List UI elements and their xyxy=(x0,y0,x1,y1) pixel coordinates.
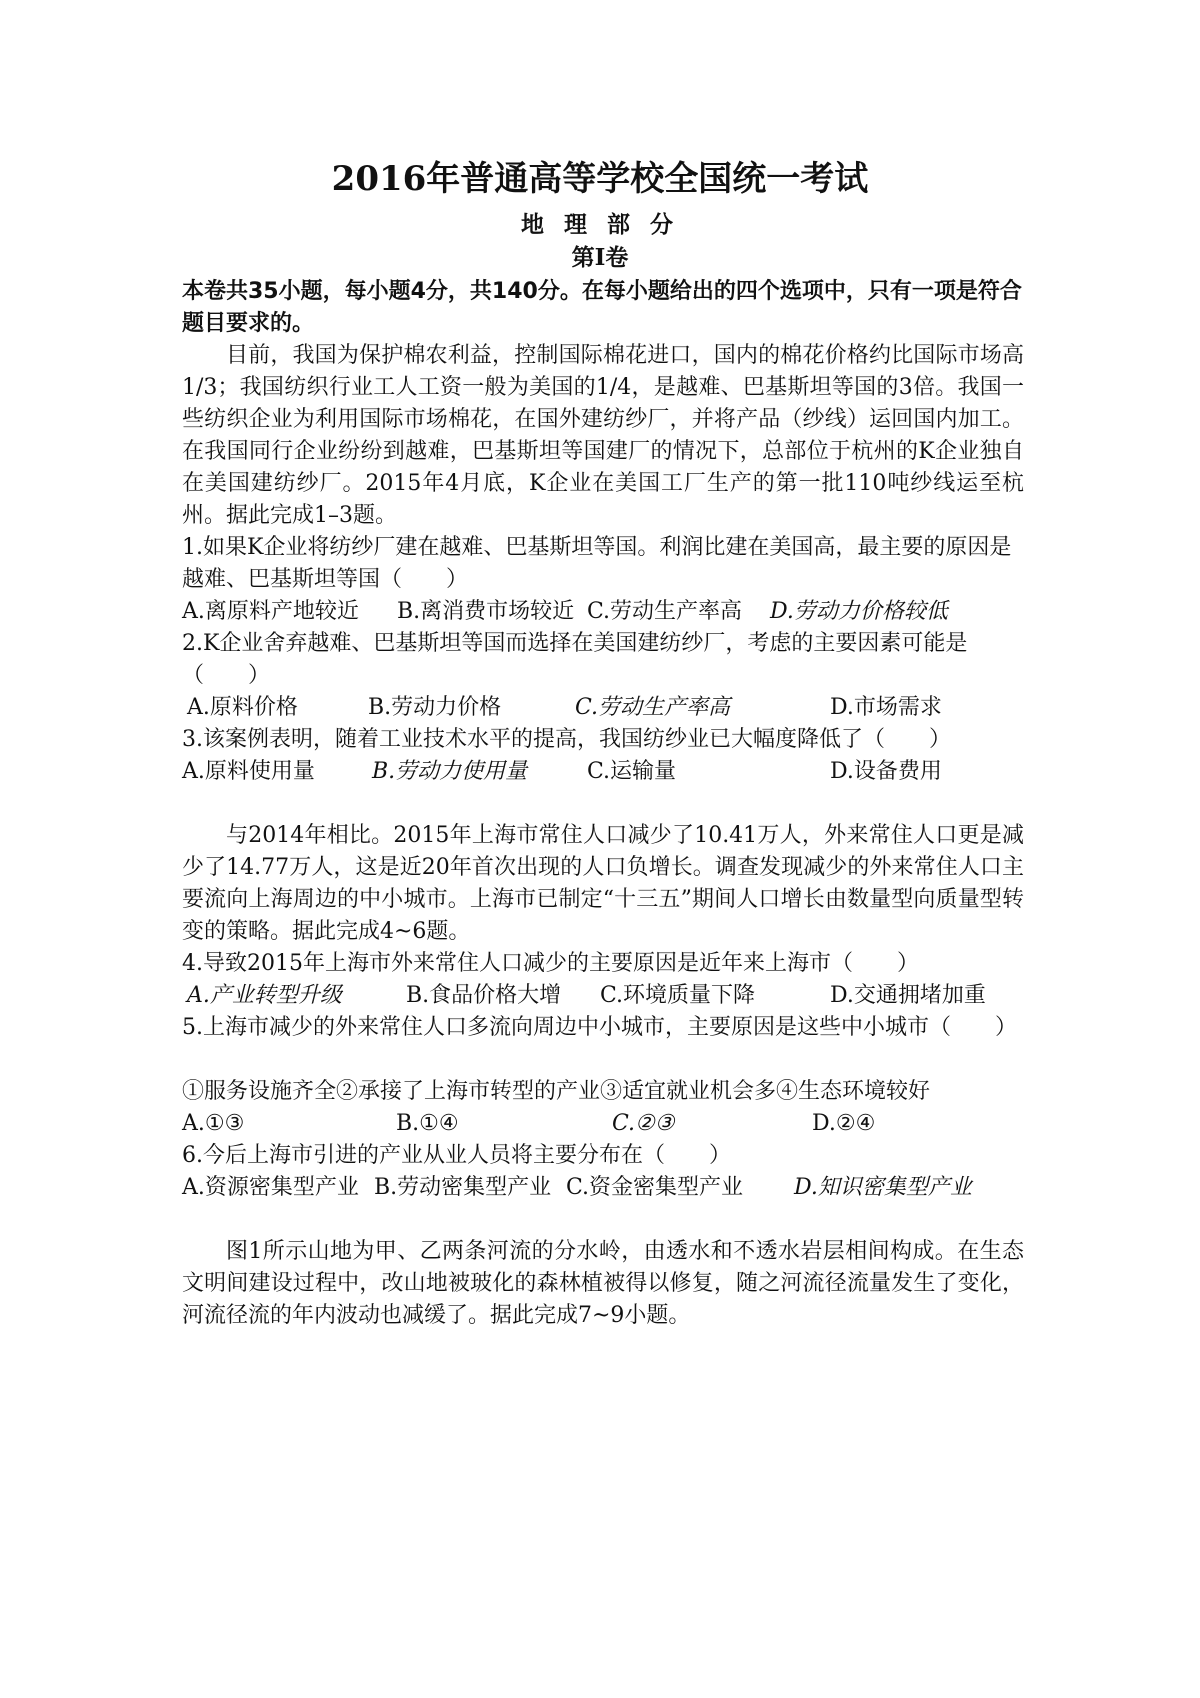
question-2-stem: 2.K企业舍弃越难、巴基斯坦等国而选择在美国建纺纱厂，考虑的主要因素可能是（ ） xyxy=(182,631,968,688)
q1-option-c: C.劳动生产率高 xyxy=(587,599,743,624)
q4-option-c: C.环境质量下降 xyxy=(600,983,756,1008)
q6-option-b: B.劳动密集型产业 xyxy=(374,1175,552,1200)
q6-option-d: D.知识密集型产业 xyxy=(794,1175,972,1200)
question-1-options xyxy=(182,596,1024,628)
exam-title: 2016年普通高等学校全国统一考试 xyxy=(331,159,869,199)
q2-option-a: A.原料价格 xyxy=(187,695,298,720)
passage-2: 与2014年相比。2015年上海市常住人口减少了10.41万人，外来常住人口更是减少了14.77万人，这是近20年首次出现的人口负增长。调查发现减少的外来常住人口主要流向上海周边的中小城市。上海市已制定“十三五”期间人口增长由数量型向质量型转变的策略。据此完成4~6题。 xyxy=(182,823,1024,944)
q2-option-d: D.市场需求 xyxy=(830,695,942,720)
volume-label: 第Ⅰ卷 xyxy=(571,244,629,271)
passage-1: 目前，我国为保护棉农利益，控制国际棉花进口，国内的棉花价格约比国际市场高1/3；我国纺织行业工人工资一般为美国的1/4，是越难、巴基斯坦等国的3倍。我国一些纺织企业为利用国际市场棉花，在国外建纺纱厂，并将产品（纱线）运回国内加工。在我国同行企业纷纷到越难，巴基斯坦等国建厂的情况下，总部位于杭州的K企业独自在美国建纺纱厂。2015年4月底，K企业在美国工厂生产的第一批110吨纱线运至杭州。据此完成1–3题。 xyxy=(182,343,1024,528)
question-3-options xyxy=(182,756,1024,788)
q3-option-a: A.原料使用量 xyxy=(182,759,315,784)
q5-option-b: B.①④ xyxy=(396,1111,459,1136)
q2-option-b: B.劳动力价格 xyxy=(368,695,502,720)
q4-option-a: A.产业转型升级 xyxy=(187,983,342,1008)
q1-option-a: A.离原料产地较近 xyxy=(182,599,359,624)
q4-option-b: B.食品价格大增 xyxy=(406,983,562,1008)
passage-3: 图1所示山地为甲、乙两条河流的分水岭，由透水和不透水岩层相间构成。在生态文明间建设过程中，改山地被玻化的森林植被得以修复，随之河流径流量发生了变化，河流径流的年内波动也减缓了。据此完成7~9小题。 xyxy=(182,1239,1024,1328)
question-6-stem: 6.今后上海市引进的产业从业人员将主要分布在（ ） xyxy=(182,1143,731,1168)
question-5-statements: ①服务设施齐全②承接了上海市转型的产业③适宜就业机会多④生态环境较好 xyxy=(182,1079,931,1104)
question-3-stem: 3.该案例表明，随着工业技术水平的提高，我国纺纱业已大幅度降低了（ ） xyxy=(182,727,951,752)
question-5-stem: 5.上海市减少的外来常住人口多流向周边中小城市，主要原因是这些中小城市（ ） xyxy=(182,1015,1017,1040)
question-4-options xyxy=(182,980,1024,1012)
q2-option-c: C.劳动生产率高 xyxy=(575,695,731,720)
question-6-options xyxy=(182,1172,1024,1204)
question-1-stem: 1.如果K企业将纺纱厂建在越难、巴基斯坦等国。利润比建在美国高，最主要的原因是越难、巴基斯坦等国（ ） xyxy=(182,535,1012,592)
q3-option-b: B.劳动力使用量 xyxy=(372,759,528,784)
question-5-options xyxy=(182,1108,1024,1140)
q5-option-c: C.②③ xyxy=(612,1111,675,1136)
q3-option-c: C.运输量 xyxy=(587,759,677,784)
q1-option-d: D.劳动力价格较低 xyxy=(770,599,948,624)
q6-option-c: C.资金密集型产业 xyxy=(566,1175,744,1200)
q5-option-d: D.②④ xyxy=(812,1111,876,1136)
q1-option-b: B.离消费市场较近 xyxy=(397,599,575,624)
q5-option-a: A.①③ xyxy=(182,1111,245,1136)
instructions: 本卷共35小题，每小题4分，共140分。在每小题给出的四个选项中，只有一项是符合题目要求的。 xyxy=(182,279,1022,336)
q6-option-a: A.资源密集型产业 xyxy=(182,1175,359,1200)
question-2-options xyxy=(182,692,1024,724)
question-4-stem: 4.导致2015年上海市外来常住人口减少的主要原因是近年来上海市（ ） xyxy=(182,951,919,976)
q3-option-d: D.设备费用 xyxy=(830,759,942,784)
exam-subtitle: 地 理 部 分 xyxy=(520,211,680,238)
q4-option-d: D.交通拥堵加重 xyxy=(830,983,986,1008)
